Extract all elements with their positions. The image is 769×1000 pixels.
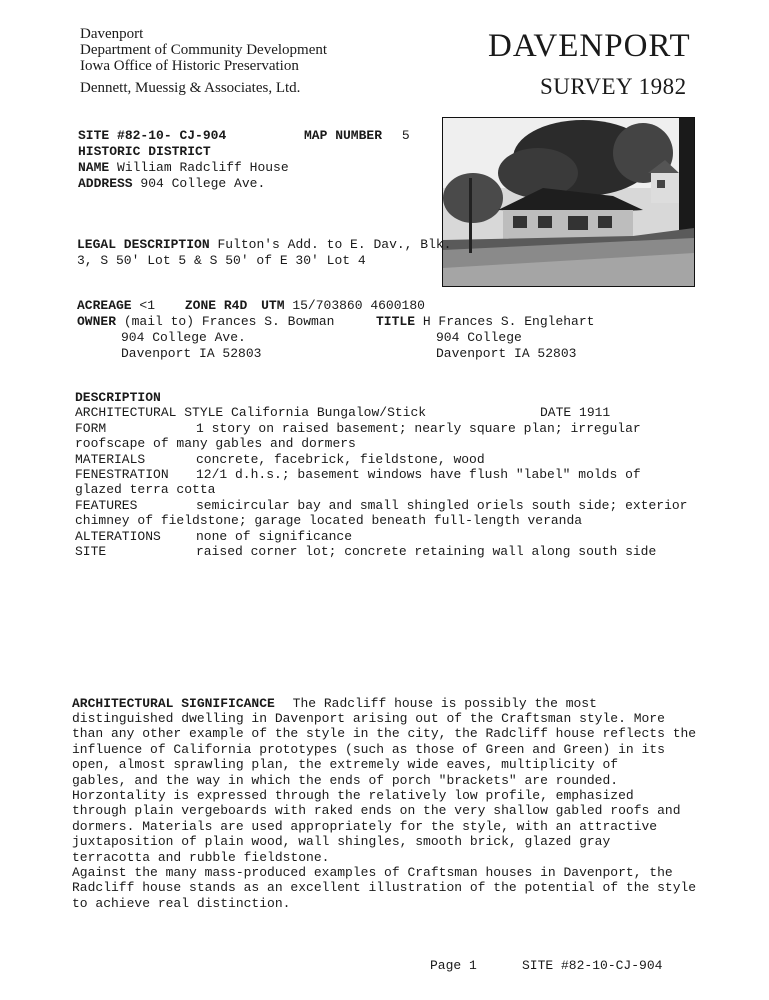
map-number — [304, 128, 410, 143]
significance-line: to achieve real distinction. — [72, 895, 291, 911]
date-row — [540, 405, 610, 420]
description-heading: DESCRIPTION — [75, 390, 161, 405]
style-value: California Bungalow/Stick — [231, 405, 427, 420]
significance-line: Horzontality is expressed through the relatively low profile, emphasized — [72, 788, 634, 804]
house-photo-drawing — [443, 118, 694, 286]
significance-line: Radcliff house stands as an excellent illustration of the potential of the style — [72, 880, 697, 896]
org-city: Davenport — [80, 26, 144, 42]
utm-value: 15/703860 4600180 — [292, 298, 425, 313]
legal-label: LEGAL DESCRIPTION — [77, 237, 210, 252]
historic-district-label: HISTORIC DISTRICT — [78, 144, 211, 159]
name-row — [78, 160, 289, 175]
materials-value: concrete, facebrick, fieldstone, wood — [196, 452, 485, 467]
title-line2: 904 College — [436, 330, 522, 345]
legal-line2: 3, S 50' Lot 5 & S 50' of E 30' Lot 4 — [77, 253, 366, 268]
significance-heading: ARCHITECTURAL SIGNIFICANCE — [72, 696, 275, 711]
page-number: Page 1 — [430, 958, 477, 973]
acreage-value: <1 — [139, 298, 156, 313]
owner-label: OWNER — [77, 314, 117, 329]
materials-label: MATERIALS — [75, 452, 146, 467]
significance-line: gables, and the way in which the ends of porch "brackets" are rounded. — [72, 772, 619, 788]
acreage-row — [77, 298, 425, 313]
owner-line2: 904 College Ave. — [121, 330, 246, 345]
significance-line: Against the many mass-produced examples of Craftsman houses in Davenport, the — [72, 865, 673, 881]
document-title: DAVENPORT — [488, 28, 691, 64]
style-row — [75, 405, 426, 420]
utm-label: UTM — [261, 298, 285, 313]
zone-label: ZONE — [184, 298, 217, 313]
features-line1: semicircular bay and small shingled oriels south side; exterior — [196, 498, 688, 513]
significance-line: distinguished dwelling in Davenport arising out of the Craftsman style. More — [72, 711, 665, 726]
form-line2: roofscape of many gables and dormers — [75, 436, 356, 451]
significance-line: than any other example of the style in the city, the Radcliff house reflects the — [72, 726, 697, 742]
map-value: 5 — [401, 128, 410, 143]
legal-description-line1 — [77, 237, 451, 252]
style-label: ARCHITECTURAL STYLE — [75, 405, 224, 420]
date-value: 1911 — [579, 405, 611, 420]
site-value: #82-10- CJ-904 — [117, 128, 227, 143]
footer-site-number: SITE #82-10-CJ-904 — [522, 958, 663, 973]
site-label: SITE — [78, 128, 110, 143]
fenestration-line2: glazed terra cotta — [75, 482, 216, 497]
owner-line1: (mail to) Frances S. Bowman — [123, 314, 335, 329]
site-number — [78, 128, 226, 143]
features-label: FEATURES — [75, 498, 138, 513]
address-value: 904 College Ave. — [140, 176, 266, 191]
owner-row — [77, 314, 334, 329]
significance-paragraph — [72, 711, 697, 911]
address-row — [78, 176, 265, 191]
alterations-label: ALTERATIONS — [75, 529, 161, 544]
acreage-label: ACREAGE — [77, 298, 132, 313]
title-line3: Davenport IA 52803 — [436, 346, 577, 361]
org-department: Department of Community Development — [80, 42, 328, 58]
alterations-value: none of significance — [196, 529, 353, 544]
name-label: NAME — [78, 160, 110, 175]
title-line1: H Frances S. Englehart — [422, 314, 595, 329]
significance-line: juxtaposition of plain wood, wall shingles, smooth brick, glazed gray — [72, 834, 611, 850]
name-value: William Radcliff House — [117, 160, 289, 175]
zone-value: R4D — [223, 298, 248, 313]
form-line1: 1 story on raised basement; nearly square plan; irregular — [196, 421, 641, 436]
house-photo — [442, 117, 695, 287]
significance-line: dormers. Materials are used appropriately for the style, with an attractive — [72, 818, 658, 834]
fenestration-line1: 12/1 d.h.s.; basement windows have flush "label" molds of — [196, 467, 641, 482]
owner-line3: Davenport IA 52803 — [121, 346, 262, 361]
features-line2: chimney of fieldstone; garage located beneath full-length veranda — [75, 513, 583, 528]
firm-name: Dennett, Muessig & Associates, Ltd. — [80, 80, 301, 96]
site-desc-value: raised corner lot; concrete retaining wall along south side — [196, 544, 657, 559]
significance-first-text: The Radcliff house is possibly the most — [292, 696, 597, 711]
form-label: FORM — [75, 421, 107, 436]
document-subtitle: SURVEY 1982 — [540, 74, 687, 99]
title-row — [376, 314, 594, 329]
site-desc-label: SITE — [75, 544, 107, 559]
date-label: DATE — [540, 405, 572, 420]
map-label: MAP NUMBER — [304, 128, 383, 143]
org-office: Iowa Office of Historic Preservation — [80, 58, 299, 74]
significance-line: open, almost sprawling plan, the extremely wide eaves, multiplicity of — [72, 757, 619, 773]
significance-line: influence of California prototypes (such as those of Green and Green) in its — [72, 741, 665, 757]
significance-line: through plain vergeboards with raked ends on the very shallow gabled roofs and — [72, 803, 681, 819]
significance-line: terracotta and rubble fieldstone. — [72, 849, 330, 865]
legal-line1: Fulton's Add. to E. Dav., Blk. — [217, 237, 452, 252]
fenestration-label: FENESTRATION — [75, 467, 169, 482]
significance-first-line — [72, 696, 597, 711]
title-label: TITLE — [376, 314, 416, 329]
address-label: ADDRESS — [78, 176, 133, 191]
